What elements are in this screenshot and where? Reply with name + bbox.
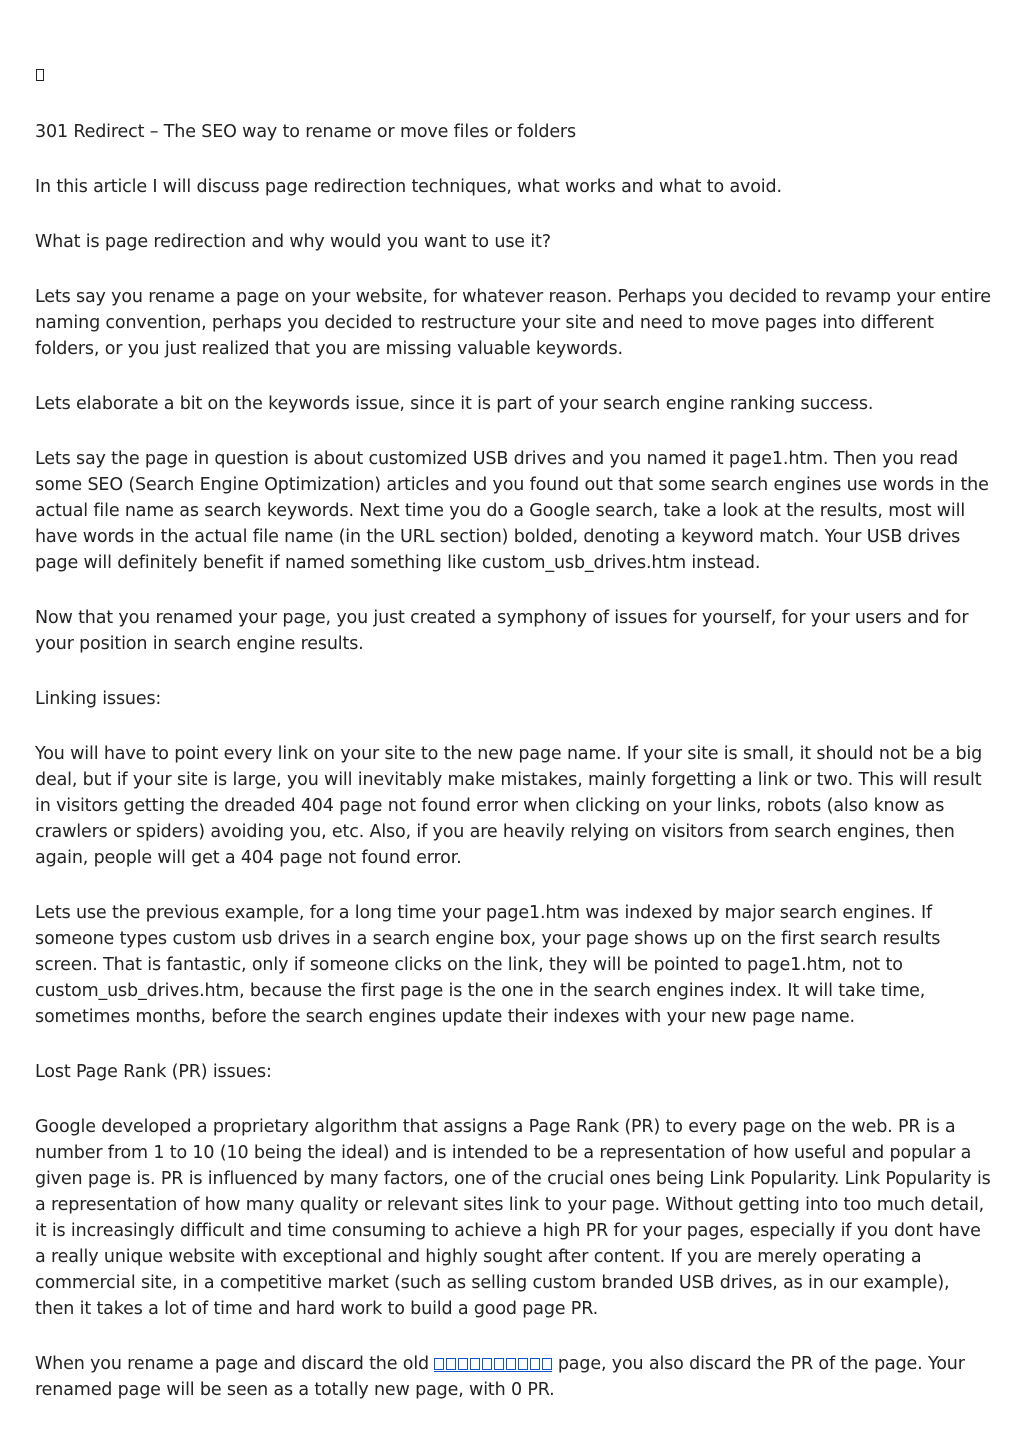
question-heading: What is page redirection and why would you want to use it? — [35, 232, 551, 252]
paragraph-usb-example: Lets say the page in question is about customized USB drives and you named it page1.htm. Then you read some SEO (Search Engine Optimization) articles and you found out that some search engines use words in the actual file name as search keywords. Next time you do a Google search, take a look at the results, most will have words in the actual file name (in the URL section) bolded, denoting a keyword match. Your USB drives page will definitely benefit if named something like custom_usb_drives.htm instead. — [35, 449, 989, 573]
intro-paragraph: In this article I will discuss page redirection techniques, what works and what to avoid. — [35, 177, 782, 197]
document-body — [35, 66, 993, 1432]
linking-issues-heading: Linking issues: — [35, 689, 162, 709]
paragraph-rename: Lets say you rename a page on your website, for whatever reason. Perhaps you decided to revamp your entire naming convention, perhaps you decided to restructure your site and need to move pages into different folders, or you just realized that you are missing valuable keywords. — [35, 287, 991, 359]
missing-glyph-icon — [36, 69, 44, 81]
old-page-link[interactable] — [434, 1358, 552, 1372]
rename-text-after: page, you also discard the PR of the page. Your renamed page will be seen as a totally new page, with 0 PR. — [35, 1354, 965, 1400]
header-glyph-row — [35, 66, 993, 88]
paragraph-linking: You will have to point every link on your site to the new page name. If your site is small, it should not be a big deal, but if your site is large, you will inevitably make mistakes, mainly forgetting a link or two. This will result in visitors getting the dreaded 404 page not found error when clicking on your links, robots (also know as crawlers or spiders) avoiding you, etc. Also, if you are heavily relying on visitors from search engines, then again, people will get a 404 page not found error. — [35, 744, 983, 868]
article-title: 301 Redirect – The SEO way to rename or move files or folders — [35, 122, 576, 142]
lost-pr-heading: Lost Page Rank (PR) issues: — [35, 1062, 272, 1082]
paragraph-page-rank: Google developed a proprietary algorithm that assigns a Page Rank (PR) to every page on the web. PR is a number from 1 to 10 (10 being the ideal) and is intended to be a representation of how useful and popular a given page is. PR is influenced by many factors, one of the crucial ones being Link Popularity. Link Popularity is a representation of how many quality or relevant sites link to your page. Without getting into too much detail, it is increasingly difficult and time consuming to achieve a high PR for your pages, especially if you dont have a really unique website with exceptional and highly sought after content. If you are merely operating a commercial site, in a competitive market (such as selling custom branded USB drives, as in our example), then it takes a lot of time and hard work to build a good page PR. — [35, 1117, 991, 1319]
paragraph-issues: Now that you renamed your page, you just created a symphony of issues for yourself, for your users and for your position in search engine results. — [35, 608, 969, 654]
paragraph-rename-discard — [35, 1351, 993, 1403]
rename-text-before: When you rename a page and discard the old — [35, 1354, 435, 1374]
paragraph-previous-example: Lets use the previous example, for a long time your page1.htm was indexed by major search engines. If someone types custom usb drives in a search engine box, your page shows up on the first search results screen. That is fantastic, only if someone clicks on the link, they will be pointed to page1.htm, not to custom_usb_drives.htm, because the first page is the one in the search engines index. It will take time, sometimes months, before the search engines update their indexes with your new page name. — [35, 903, 941, 1027]
paragraph-keywords: Lets elaborate a bit on the keywords issue, since it is part of your search engine ranking success. — [35, 394, 874, 414]
